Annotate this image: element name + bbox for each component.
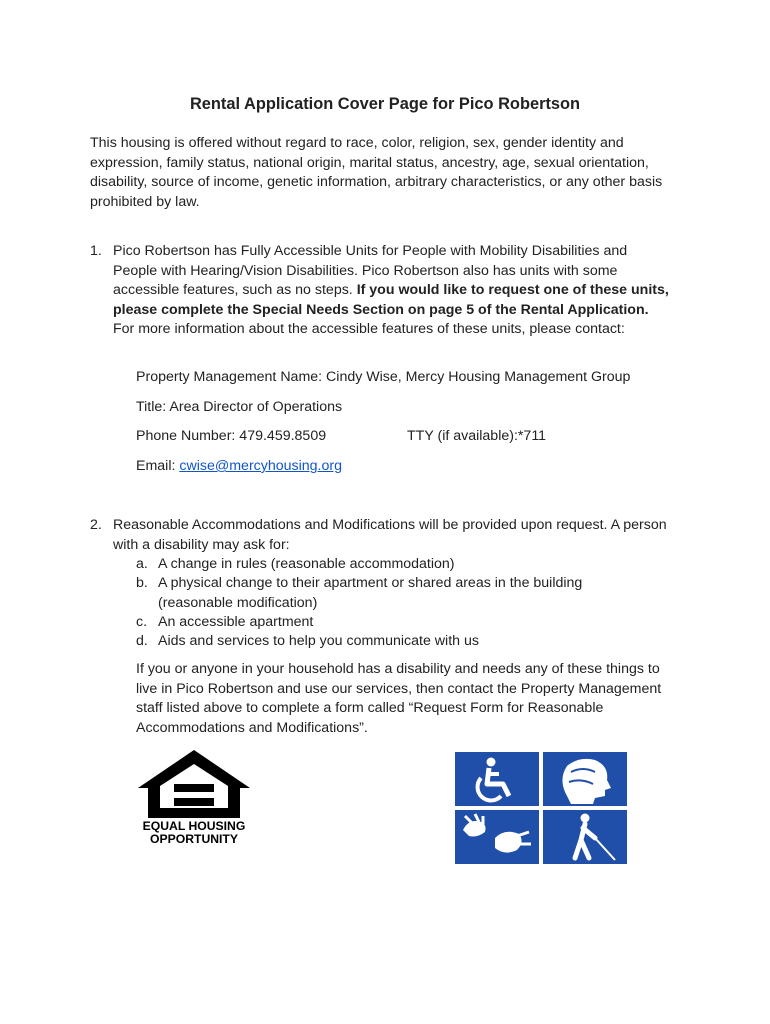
blind-cane-icon (543, 810, 627, 864)
list-item-letter: a. (136, 556, 148, 572)
accommodations-paragraph: Reasonable Accommodations and Modifications will be provided upon request. A person with a disability may ask for: (113, 517, 667, 553)
list-item-letter: d. (136, 633, 148, 649)
accessibility-icons (455, 752, 627, 864)
special-needs-instruction: If you would like to request one of these units, please complete the Special Needs Section on page 5 of the Rental Application. (113, 282, 669, 318)
email-link[interactable]: cwise@mercyhousing.org (179, 458, 343, 474)
list-item-text: A change in rules (reasonable accommodation) (158, 556, 455, 572)
property-manager-name: Property Management Name: Cindy Wise, Mercy Housing Management Group (136, 369, 631, 385)
accessible-units-text: Pico Robertson has Fully Accessible Units for People with Mobility Disabilities and People with Hearing/Vision Disabilities. Pico Robertson also has units with some accessible features, such as no steps. (113, 243, 628, 298)
page-title: Rental Application Cover Page for Pico Robertson (189, 95, 581, 113)
equal-housing-caption: EQUAL HOUSING OPPORTUNITY (142, 819, 246, 846)
list-item-text: Aids and services to help you communicate with us (158, 633, 479, 649)
contact-phone: Phone Number: 479.459.8509 (136, 428, 327, 444)
list-number-2: 2. (90, 517, 102, 533)
contact-title: Title: Area Director of Operations (136, 399, 343, 415)
list-item-text: An accessible apartment (158, 614, 314, 630)
request-form-paragraph: If you or anyone in your household has a disability and needs any of these things to live in Pico Robertson and use our services, then contact the Property Management staff listed above to complete a form called “Request Form for Reasonable Accommodations and Modifications”. (136, 661, 662, 736)
list-number-1: 1. (90, 243, 102, 259)
contact-email-row (136, 457, 342, 477)
sign-language-icon (455, 810, 539, 864)
contact-tty: TTY (if available):*711 (407, 428, 547, 444)
nondiscrimination-statement: This housing is offered without regard to race, color, religion, sex, gender identity and expression, family status, national origin, marital status, ancestry, age, sexual orientation, disability, source of income, genetic information, arbitrary characteristics, or any other basis prohibited by law. (90, 135, 663, 210)
list-item-letter: c. (136, 614, 148, 630)
list-item-letter: b. (136, 575, 148, 591)
list-item-text: A physical change to their apartment or shared areas in the building (reasonable modification) (158, 575, 583, 611)
contact-intro-text: For more information about the accessible features of these units, please contact: (113, 321, 625, 337)
accessible-units-paragraph (113, 242, 673, 340)
cognitive-head-icon (543, 752, 627, 806)
wheelchair-icon (455, 752, 539, 806)
email-label: Email: (136, 458, 180, 474)
